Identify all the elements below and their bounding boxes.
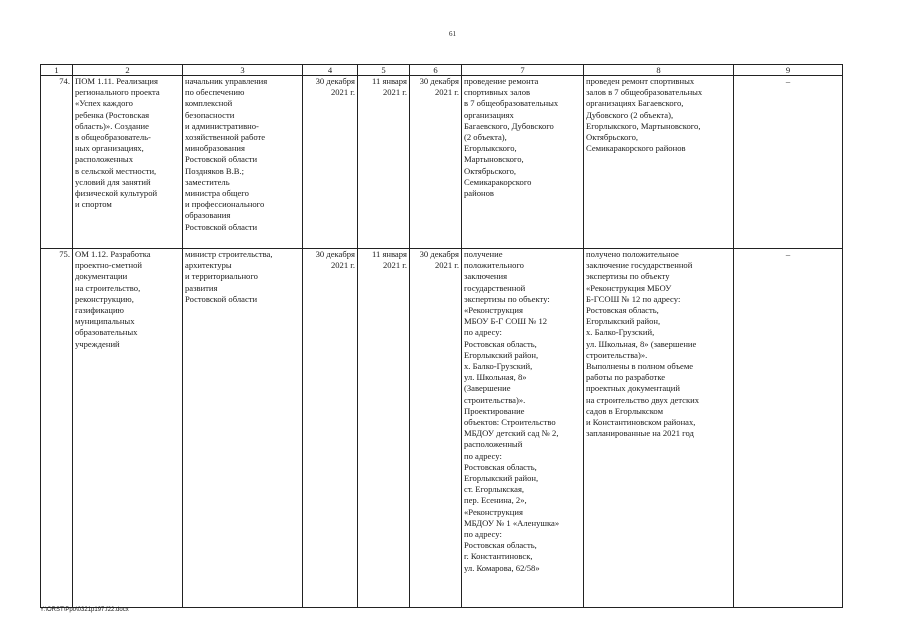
column-header: 5 bbox=[358, 65, 410, 76]
row-number: 75. bbox=[41, 249, 73, 608]
report-table bbox=[40, 64, 843, 608]
start-date-cell: 11 января 2021 г. bbox=[358, 76, 410, 249]
responsible-cell: министр строительства, архитектуры и территориального развития Ростовской области bbox=[183, 249, 303, 608]
row-number: 74. bbox=[41, 76, 73, 249]
actual-result-cell: проведен ремонт спортивных залов в 7 общеобразовательных организациях Багаевского, Дубовского (2 объекта), Егорлыкского, Мартыновского, Октябрьского, Семикаракорского районов bbox=[584, 76, 734, 249]
column-header: 2 bbox=[73, 65, 183, 76]
column-header: 9 bbox=[734, 65, 843, 76]
table-row bbox=[41, 76, 843, 249]
header-row bbox=[41, 65, 843, 76]
footer-file-path: Y:\ORST\Ppo\0321p197.f22.docx bbox=[40, 607, 129, 613]
column-header: 8 bbox=[584, 65, 734, 76]
plan-date-cell: 30 декабря 2021 г. bbox=[303, 249, 358, 608]
table-row bbox=[41, 249, 843, 608]
responsible-cell: начальник управления по обеспечению комплексной безопасности и административно- хозяйственной работе минобразования Ростовской области Поздняков В.В.; заместитель министра общего и профессионального образования Ростовской области bbox=[183, 76, 303, 249]
actual-result-cell: получено положительное заключение государственной экспертизы по объекту «Реконструкция МБОУ Б-ГСОШ № 12 по адресу: Ростовская область, Егорлыкский район, х. Балко-Грузский, ул. Школьная, 8» (завершение строительства)». Выполнены в полном объеме работы по разработке проектных документаций на строительство двух детских садов в Егорлыкском и Константиновском районах, запланированные на 2021 год bbox=[584, 249, 734, 608]
note-cell: – bbox=[734, 249, 843, 608]
measure-cell: ПОМ 1.11. Реализация регионального проекта «Успех каждого ребенка (Ростовская область)». Создание в общеобразователь- ных организациях, расположенных в сельской местности, условий для занятий физической культурой и спортом bbox=[73, 76, 183, 249]
end-date-cell: 30 декабря 2021 г. bbox=[410, 76, 462, 249]
column-header: 7 bbox=[462, 65, 584, 76]
column-header: 1 bbox=[41, 65, 73, 76]
plan-date-cell: 30 декабря 2021 г. bbox=[303, 76, 358, 249]
column-header: 4 bbox=[303, 65, 358, 76]
expected-result-cell: получение положительного заключения государственной экспертизы по объекту: «Реконструкция МБОУ Б-Г СОШ № 12 по адресу: Ростовская область, Егорлыкский район, х. Балко-Грузский, ул. Школьная, 8» (Завершение строительства)». Проектирование объектов: Строительство МБДОУ детский сад № 2, расположенный по адресу: Ростовская область, Егорлыкский район, ст. Егорлыкская, пер. Есенина, 2», «Реконструкция МБДОУ № 1 «Аленушка» по адресу: Ростовская область, г. Константиновск, ул. Комарова, 62/58» bbox=[462, 249, 584, 608]
end-date-cell: 30 декабря 2021 г. bbox=[410, 249, 462, 608]
measure-cell: ОМ 1.12. Разработка проектно-сметной документации на строительство, реконструкцию, газификацию муниципальных образовательных учреждений bbox=[73, 249, 183, 608]
expected-result-cell: проведение ремонта спортивных залов в 7 общеобразовательных организациях Багаевского, Дубовского (2 объекта), Егорлыкского, Мартыновского, Октябрьского, Семикаракорского районов bbox=[462, 76, 584, 249]
note-cell: – bbox=[734, 76, 843, 249]
start-date-cell: 11 января 2021 г. bbox=[358, 249, 410, 608]
page-number: 61 bbox=[449, 30, 456, 38]
column-header: 6 bbox=[410, 65, 462, 76]
column-header: 3 bbox=[183, 65, 303, 76]
